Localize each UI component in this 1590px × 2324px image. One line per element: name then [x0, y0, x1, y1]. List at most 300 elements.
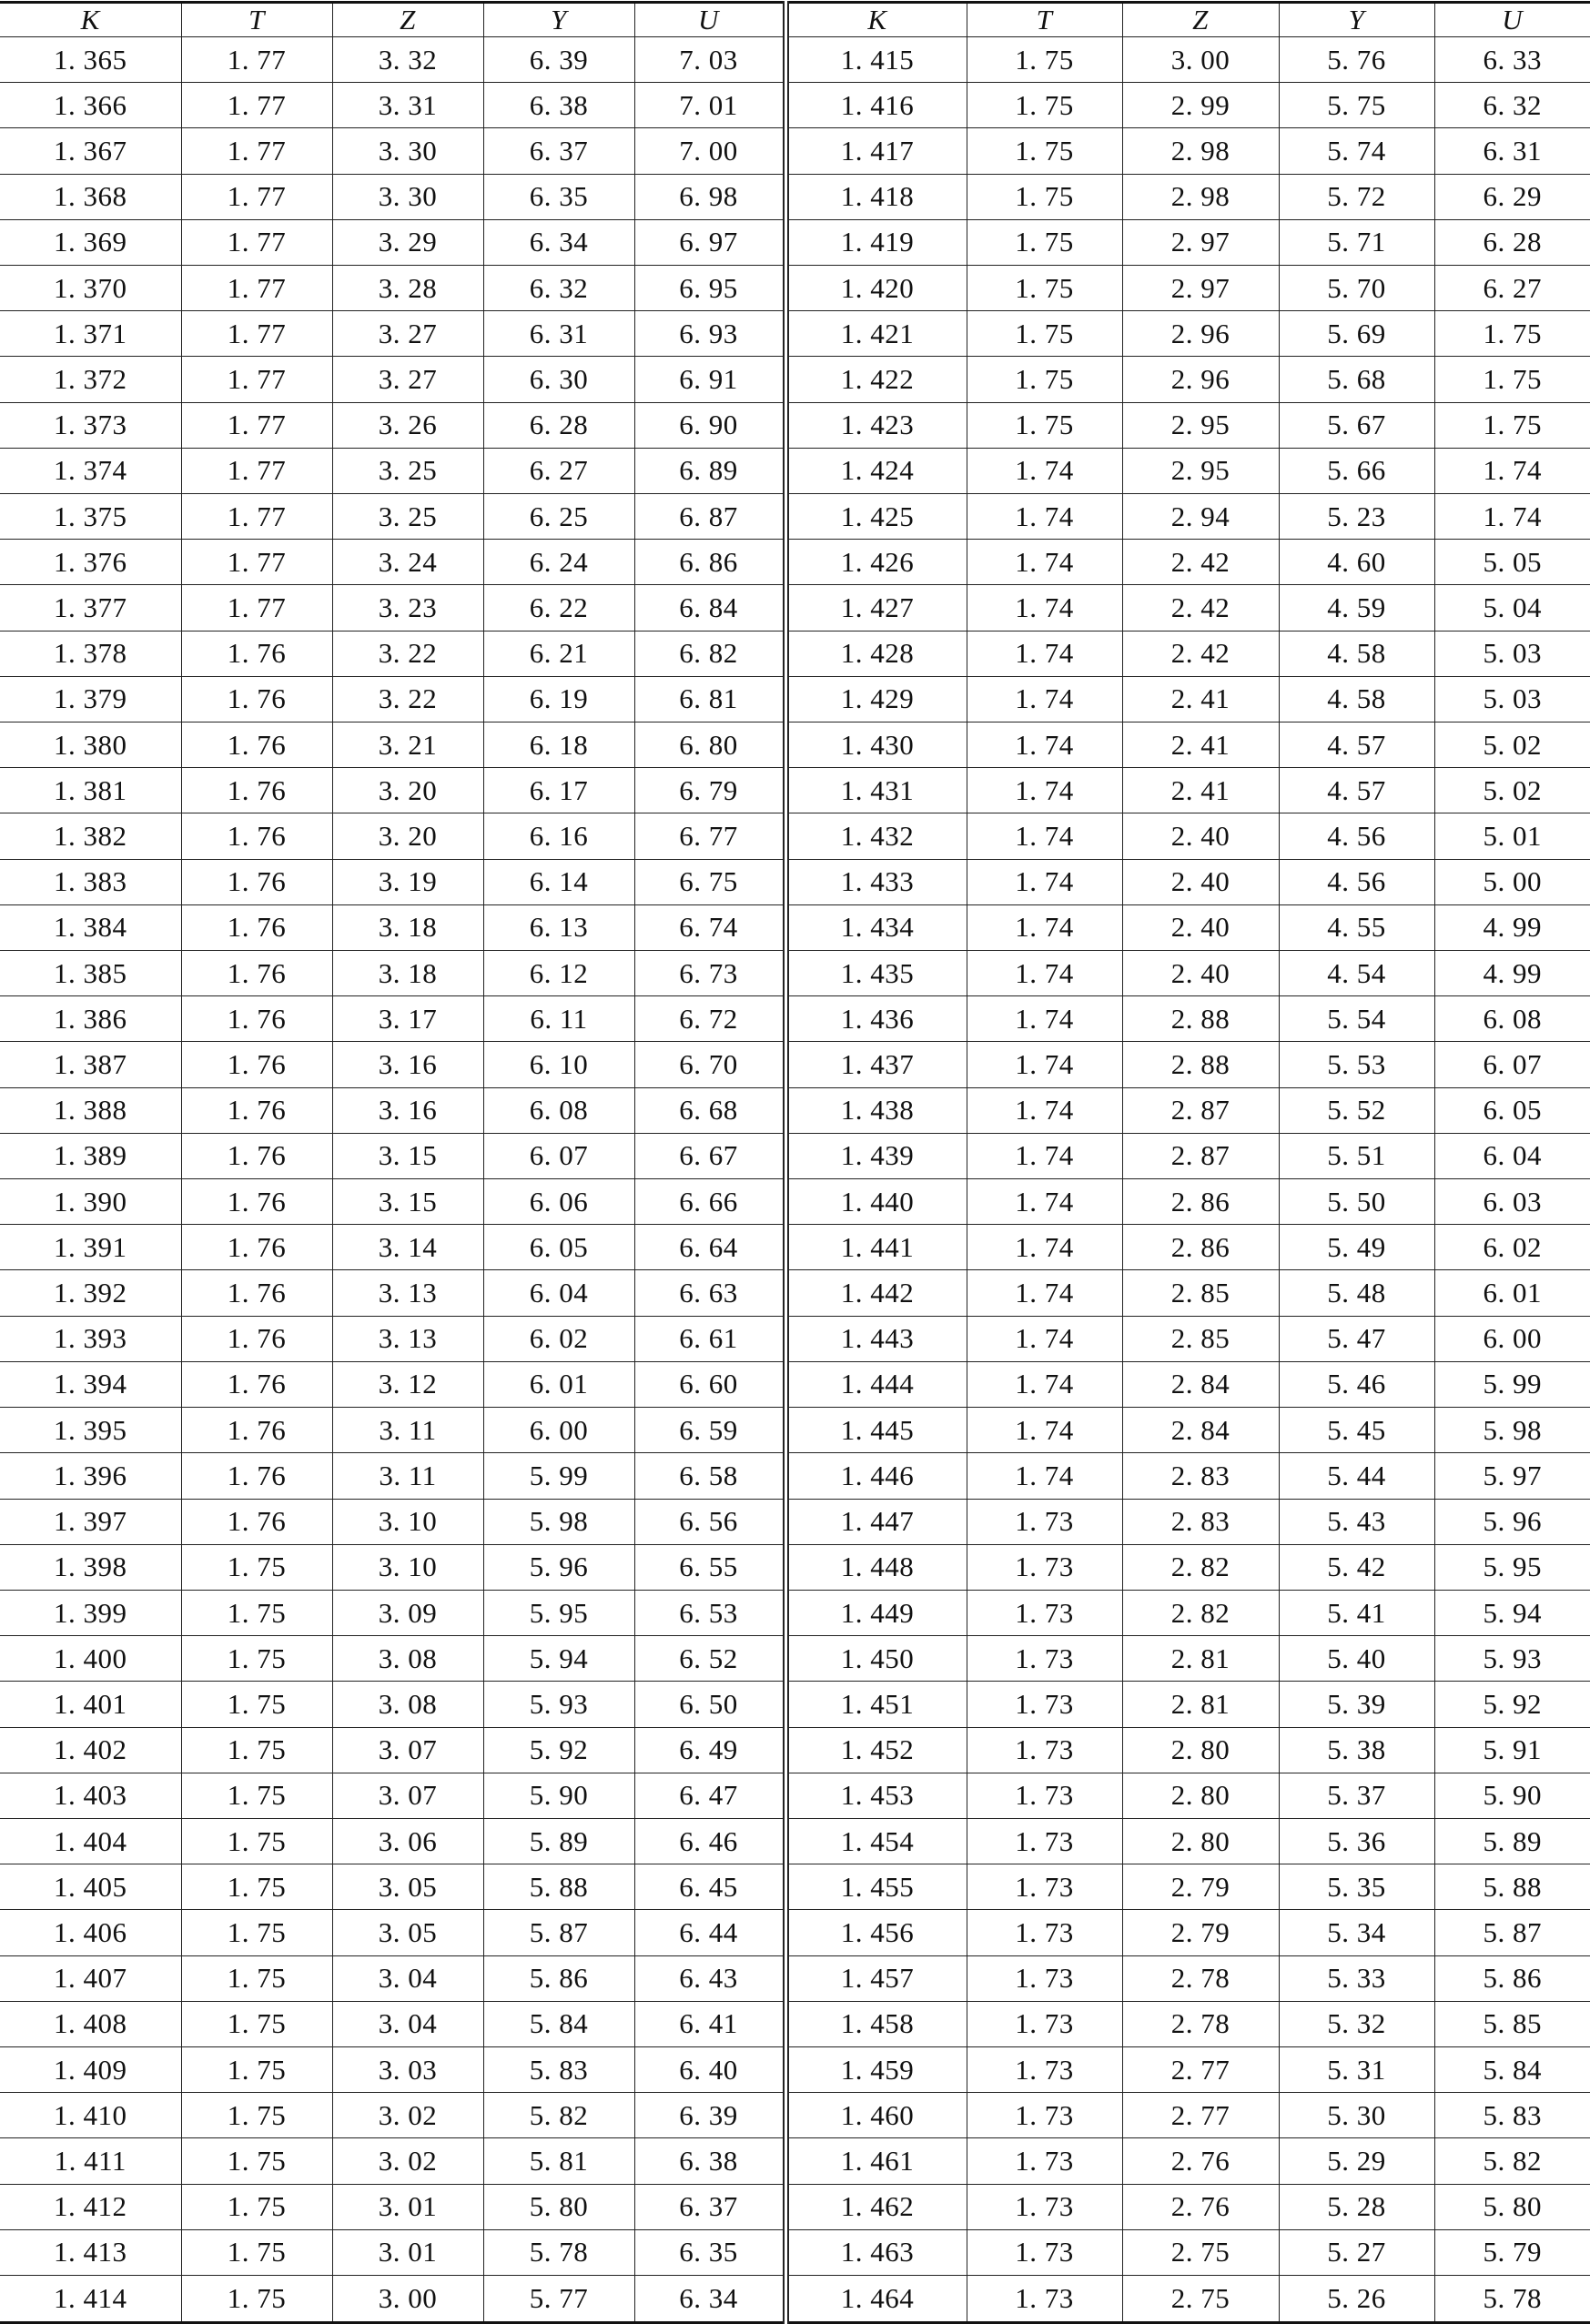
cell-t-left: 1. 75 — [181, 1910, 332, 1955]
cell-z-right: 2. 75 — [1122, 2229, 1279, 2275]
cell-y-right: 4. 60 — [1279, 540, 1434, 585]
cell-y-left: 6. 37 — [483, 128, 634, 174]
cell-y-left: 6. 21 — [483, 631, 634, 676]
cell-u-left: 6. 44 — [634, 1910, 785, 1955]
cell-z-right: 2. 80 — [1122, 1818, 1279, 1864]
cell-u-left: 6. 50 — [634, 1682, 785, 1727]
cell-y-left: 5. 77 — [483, 2275, 634, 2322]
cell-y-left: 5. 89 — [483, 1818, 634, 1864]
cell-y-right: 5. 76 — [1279, 37, 1434, 83]
cell-y-left: 5. 83 — [483, 2046, 634, 2092]
cell-y-right: 5. 32 — [1279, 2001, 1434, 2046]
cell-z-right: 2. 84 — [1122, 1361, 1279, 1407]
cell-u-right: 6. 01 — [1434, 1270, 1590, 1316]
cell-k-left: 1. 370 — [0, 266, 181, 311]
cell-y-left: 5. 98 — [483, 1499, 634, 1544]
cell-k-left: 1. 368 — [0, 174, 181, 219]
cell-y-left: 6. 10 — [483, 1042, 634, 1087]
cell-u-left: 6. 82 — [634, 631, 785, 676]
cell-t-left: 1. 77 — [181, 448, 332, 493]
cell-u-left: 6. 93 — [634, 311, 785, 357]
table-row — [0, 722, 1590, 768]
cell-u-right: 5. 88 — [1434, 1864, 1590, 1910]
cell-u-right: 5. 92 — [1434, 1682, 1590, 1727]
cell-k-right: 1. 449 — [785, 1590, 967, 1635]
cell-k-right: 1. 458 — [785, 2001, 967, 2046]
cell-y-right: 5. 71 — [1279, 219, 1434, 265]
cell-u-right: 1. 74 — [1434, 494, 1590, 540]
cell-y-left: 6. 00 — [483, 1408, 634, 1453]
cell-z-left: 3. 16 — [332, 1042, 483, 1087]
cell-t-left: 1. 77 — [181, 357, 332, 402]
cell-k-right: 1. 434 — [785, 904, 967, 950]
cell-y-left: 6. 22 — [483, 585, 634, 631]
cell-z-right: 2. 77 — [1122, 2093, 1279, 2138]
cell-z-right: 2. 42 — [1122, 585, 1279, 631]
table-row — [0, 631, 1590, 676]
cell-t-left: 1. 76 — [181, 1361, 332, 1407]
cell-t-right: 1. 74 — [967, 1361, 1122, 1407]
cell-k-left: 1. 399 — [0, 1590, 181, 1635]
cell-k-left: 1. 409 — [0, 2046, 181, 2092]
cell-z-left: 3. 16 — [332, 1087, 483, 1133]
cell-k-left: 1. 378 — [0, 631, 181, 676]
cell-y-left: 6. 01 — [483, 1361, 634, 1407]
cell-y-left: 5. 78 — [483, 2229, 634, 2275]
cell-u-left: 6. 61 — [634, 1316, 785, 1361]
cell-t-right: 1. 74 — [967, 813, 1122, 859]
cell-z-left: 3. 20 — [332, 768, 483, 813]
cell-u-right: 1. 75 — [1434, 357, 1590, 402]
cell-z-left: 3. 27 — [332, 357, 483, 402]
cell-y-left: 5. 95 — [483, 1590, 634, 1635]
cell-z-left: 3. 15 — [332, 1133, 483, 1178]
cell-t-left: 1. 75 — [181, 1727, 332, 1773]
table-row — [0, 676, 1590, 722]
cell-k-left: 1. 408 — [0, 2001, 181, 2046]
cell-t-right: 1. 75 — [967, 128, 1122, 174]
cell-k-right: 1. 427 — [785, 585, 967, 631]
cell-u-right: 5. 84 — [1434, 2046, 1590, 2092]
cell-u-left: 6. 86 — [634, 540, 785, 585]
cell-k-right: 1. 416 — [785, 83, 967, 128]
table-row — [0, 904, 1590, 950]
cell-k-right: 1. 431 — [785, 768, 967, 813]
cell-k-right: 1. 430 — [785, 722, 967, 768]
cell-t-left: 1. 77 — [181, 311, 332, 357]
cell-k-left: 1. 376 — [0, 540, 181, 585]
cell-y-left: 6. 06 — [483, 1179, 634, 1225]
cell-y-right: 5. 45 — [1279, 1408, 1434, 1453]
cell-u-right: 5. 87 — [1434, 1910, 1590, 1955]
cell-z-right: 2. 79 — [1122, 1864, 1279, 1910]
cell-z-right: 2. 41 — [1122, 676, 1279, 722]
cell-u-right: 6. 08 — [1434, 996, 1590, 1042]
cell-u-right: 6. 29 — [1434, 174, 1590, 219]
cell-k-right: 1. 441 — [785, 1225, 967, 1270]
cell-y-left: 5. 84 — [483, 2001, 634, 2046]
cell-u-right: 5. 86 — [1434, 1955, 1590, 2001]
header-y-left: Y — [483, 3, 634, 37]
cell-u-right: 5. 98 — [1434, 1408, 1590, 1453]
cell-t-right: 1. 73 — [967, 2184, 1122, 2229]
cell-k-left: 1. 404 — [0, 1818, 181, 1864]
cell-t-right: 1. 75 — [967, 266, 1122, 311]
cell-u-right: 6. 31 — [1434, 128, 1590, 174]
cell-z-left: 3. 23 — [332, 585, 483, 631]
cell-z-left: 3. 26 — [332, 402, 483, 448]
cell-u-left: 6. 97 — [634, 219, 785, 265]
cell-u-left: 6. 43 — [634, 1955, 785, 2001]
cell-z-right: 2. 96 — [1122, 357, 1279, 402]
cell-t-left: 1. 75 — [181, 1818, 332, 1864]
table-row — [0, 2093, 1590, 2138]
cell-z-right: 2. 75 — [1122, 2275, 1279, 2322]
cell-z-left: 3. 25 — [332, 494, 483, 540]
header-y-right: Y — [1279, 3, 1434, 37]
cell-t-right: 1. 74 — [967, 1133, 1122, 1178]
cell-y-left: 6. 02 — [483, 1316, 634, 1361]
cell-z-left: 3. 03 — [332, 2046, 483, 2092]
cell-y-right: 4. 57 — [1279, 722, 1434, 768]
cell-k-right: 1. 457 — [785, 1955, 967, 2001]
cell-k-left: 1. 367 — [0, 128, 181, 174]
cell-u-left: 6. 73 — [634, 951, 785, 996]
cell-t-right: 1. 75 — [967, 402, 1122, 448]
table-row — [0, 1727, 1590, 1773]
cell-u-right: 5. 89 — [1434, 1818, 1590, 1864]
cell-z-right: 2. 94 — [1122, 494, 1279, 540]
cell-z-right: 2. 42 — [1122, 540, 1279, 585]
cell-y-right: 5. 33 — [1279, 1955, 1434, 2001]
cell-u-left: 6. 75 — [634, 859, 785, 904]
cell-t-left: 1. 77 — [181, 219, 332, 265]
cell-t-right: 1. 75 — [967, 37, 1122, 83]
cell-t-left: 1. 75 — [181, 1590, 332, 1635]
table-body — [0, 37, 1590, 2323]
cell-u-left: 6. 84 — [634, 585, 785, 631]
cell-z-right: 2. 99 — [1122, 83, 1279, 128]
cell-u-right: 5. 03 — [1434, 631, 1590, 676]
cell-t-left: 1. 76 — [181, 1316, 332, 1361]
cell-u-left: 6. 79 — [634, 768, 785, 813]
cell-u-left: 6. 34 — [634, 2275, 785, 2322]
cell-y-left: 5. 80 — [483, 2184, 634, 2229]
cell-y-right: 5. 53 — [1279, 1042, 1434, 1087]
cell-t-left: 1. 76 — [181, 1042, 332, 1087]
cell-k-left: 1. 412 — [0, 2184, 181, 2229]
cell-t-left: 1. 75 — [181, 2229, 332, 2275]
cell-t-right: 1. 74 — [967, 951, 1122, 996]
cell-y-left: 6. 28 — [483, 402, 634, 448]
cell-k-right: 1. 433 — [785, 859, 967, 904]
cell-k-right: 1. 450 — [785, 1636, 967, 1682]
cell-t-left: 1. 76 — [181, 859, 332, 904]
cell-y-right: 4. 58 — [1279, 631, 1434, 676]
cell-z-left: 3. 24 — [332, 540, 483, 585]
cell-t-right: 1. 74 — [967, 1408, 1122, 1453]
cell-t-left: 1. 76 — [181, 1453, 332, 1499]
cell-u-left: 6. 37 — [634, 2184, 785, 2229]
cell-t-right: 1. 74 — [967, 1042, 1122, 1087]
cell-u-right: 5. 03 — [1434, 676, 1590, 722]
cell-k-left: 1. 374 — [0, 448, 181, 493]
cell-z-right: 2. 76 — [1122, 2138, 1279, 2184]
cell-z-left: 3. 04 — [332, 1955, 483, 2001]
cell-z-left: 3. 02 — [332, 2138, 483, 2184]
cell-y-right: 5. 29 — [1279, 2138, 1434, 2184]
cell-t-left: 1. 75 — [181, 1682, 332, 1727]
cell-u-right: 5. 02 — [1434, 768, 1590, 813]
cell-u-left: 6. 41 — [634, 2001, 785, 2046]
cell-u-left: 6. 52 — [634, 1636, 785, 1682]
cell-k-left: 1. 377 — [0, 585, 181, 631]
cell-k-left: 1. 384 — [0, 904, 181, 950]
cell-u-left: 6. 90 — [634, 402, 785, 448]
cell-y-left: 6. 08 — [483, 1087, 634, 1133]
cell-k-left: 1. 405 — [0, 1864, 181, 1910]
cell-u-left: 6. 39 — [634, 2093, 785, 2138]
cell-t-right: 1. 74 — [967, 1453, 1122, 1499]
cell-k-right: 1. 448 — [785, 1544, 967, 1590]
cell-t-right: 1. 75 — [967, 357, 1122, 402]
cell-t-left: 1. 76 — [181, 722, 332, 768]
cell-y-left: 6. 05 — [483, 1225, 634, 1270]
table-row — [0, 1133, 1590, 1178]
cell-y-right: 5. 28 — [1279, 2184, 1434, 2229]
cell-k-right: 1. 420 — [785, 266, 967, 311]
cell-t-right: 1. 74 — [967, 768, 1122, 813]
cell-k-right: 1. 442 — [785, 1270, 967, 1316]
cell-k-left: 1. 406 — [0, 1910, 181, 1955]
cell-k-right: 1. 426 — [785, 540, 967, 585]
cell-u-left: 6. 47 — [634, 1773, 785, 1818]
cell-k-right: 1. 436 — [785, 996, 967, 1042]
cell-u-right: 6. 32 — [1434, 83, 1590, 128]
cell-t-right: 1. 73 — [967, 2229, 1122, 2275]
cell-k-left: 1. 371 — [0, 311, 181, 357]
cell-z-right: 2. 82 — [1122, 1590, 1279, 1635]
cell-k-left: 1. 400 — [0, 1636, 181, 1682]
cell-z-left: 3. 02 — [332, 2093, 483, 2138]
cell-z-left: 3. 22 — [332, 676, 483, 722]
table-row — [0, 768, 1590, 813]
cell-k-left: 1. 398 — [0, 1544, 181, 1590]
cell-k-right: 1. 455 — [785, 1864, 967, 1910]
cell-y-left: 5. 86 — [483, 1955, 634, 2001]
cell-y-left: 6. 24 — [483, 540, 634, 585]
cell-y-left: 5. 81 — [483, 2138, 634, 2184]
cell-k-left: 1. 395 — [0, 1408, 181, 1453]
cell-u-left: 6. 72 — [634, 996, 785, 1042]
table-row — [0, 37, 1590, 83]
cell-u-right: 5. 01 — [1434, 813, 1590, 859]
cell-k-left: 1. 393 — [0, 1316, 181, 1361]
cell-z-right: 2. 40 — [1122, 859, 1279, 904]
table-row — [0, 2184, 1590, 2229]
cell-t-left: 1. 75 — [181, 2184, 332, 2229]
cell-y-left: 6. 17 — [483, 768, 634, 813]
cell-u-right: 6. 33 — [1434, 37, 1590, 83]
table-row — [0, 996, 1590, 1042]
cell-k-right: 1. 440 — [785, 1179, 967, 1225]
cell-z-right: 2. 88 — [1122, 1042, 1279, 1087]
cell-y-right: 4. 56 — [1279, 859, 1434, 904]
cell-z-right: 2. 87 — [1122, 1133, 1279, 1178]
header-z-left: Z — [332, 3, 483, 37]
cell-t-right: 1. 75 — [967, 311, 1122, 357]
table-row — [0, 1179, 1590, 1225]
cell-u-right: 5. 78 — [1434, 2275, 1590, 2322]
cell-y-left: 5. 87 — [483, 1910, 634, 1955]
header-row — [0, 3, 1590, 37]
cell-t-left: 1. 75 — [181, 2138, 332, 2184]
table-row — [0, 2001, 1590, 2046]
cell-u-right: 5. 00 — [1434, 859, 1590, 904]
table-row — [0, 585, 1590, 631]
cell-t-right: 1. 73 — [967, 2138, 1122, 2184]
table-row — [0, 813, 1590, 859]
cell-u-right: 1. 74 — [1434, 448, 1590, 493]
cell-z-left: 3. 28 — [332, 266, 483, 311]
cell-y-left: 6. 11 — [483, 996, 634, 1042]
cell-z-right: 2. 78 — [1122, 2001, 1279, 2046]
cell-z-right: 2. 86 — [1122, 1179, 1279, 1225]
cell-z-left: 3. 30 — [332, 174, 483, 219]
table-row — [0, 128, 1590, 174]
cell-z-left: 3. 05 — [332, 1864, 483, 1910]
cell-z-left: 3. 27 — [332, 311, 483, 357]
cell-u-left: 7. 00 — [634, 128, 785, 174]
cell-y-left: 5. 96 — [483, 1544, 634, 1590]
cell-k-left: 1. 414 — [0, 2275, 181, 2322]
cell-z-left: 3. 32 — [332, 37, 483, 83]
cell-t-left: 1. 76 — [181, 951, 332, 996]
cell-k-right: 1. 437 — [785, 1042, 967, 1087]
cell-t-right: 1. 73 — [967, 1955, 1122, 2001]
cell-t-left: 1. 76 — [181, 1179, 332, 1225]
cell-k-left: 1. 385 — [0, 951, 181, 996]
cell-t-right: 1. 73 — [967, 1727, 1122, 1773]
cell-t-left: 1. 76 — [181, 676, 332, 722]
cell-z-left: 3. 08 — [332, 1682, 483, 1727]
cell-z-right: 2. 76 — [1122, 2184, 1279, 2229]
cell-k-right: 1. 446 — [785, 1453, 967, 1499]
cell-u-right: 6. 04 — [1434, 1133, 1590, 1178]
cell-u-left: 6. 80 — [634, 722, 785, 768]
table-row — [0, 1636, 1590, 1682]
cell-t-left: 1. 77 — [181, 128, 332, 174]
cell-z-left: 3. 07 — [332, 1727, 483, 1773]
cell-t-left: 1. 77 — [181, 540, 332, 585]
cell-k-right: 1. 429 — [785, 676, 967, 722]
cell-u-right: 5. 97 — [1434, 1453, 1590, 1499]
cell-y-left: 6. 19 — [483, 676, 634, 722]
cell-y-right: 5. 40 — [1279, 1636, 1434, 1682]
cell-z-left: 3. 13 — [332, 1270, 483, 1316]
cell-u-right: 5. 90 — [1434, 1773, 1590, 1818]
cell-u-right: 5. 91 — [1434, 1727, 1590, 1773]
cell-y-left: 6. 16 — [483, 813, 634, 859]
cell-z-right: 2. 81 — [1122, 1682, 1279, 1727]
cell-z-right: 3. 00 — [1122, 37, 1279, 83]
cell-t-right: 1. 74 — [967, 540, 1122, 585]
cell-z-left: 3. 01 — [332, 2229, 483, 2275]
cell-z-right: 2. 84 — [1122, 1408, 1279, 1453]
cell-t-right: 1. 74 — [967, 494, 1122, 540]
cell-k-left: 1. 366 — [0, 83, 181, 128]
cell-k-right: 1. 425 — [785, 494, 967, 540]
cell-z-left: 3. 31 — [332, 83, 483, 128]
cell-t-left: 1. 77 — [181, 83, 332, 128]
cell-y-left: 5. 82 — [483, 2093, 634, 2138]
cell-u-left: 6. 74 — [634, 904, 785, 950]
table-row — [0, 1590, 1590, 1635]
cell-z-right: 2. 80 — [1122, 1727, 1279, 1773]
cell-k-right: 1. 464 — [785, 2275, 967, 2322]
cell-y-left: 6. 31 — [483, 311, 634, 357]
table-row — [0, 1818, 1590, 1864]
cell-t-right: 1. 74 — [967, 585, 1122, 631]
cell-u-right: 6. 03 — [1434, 1179, 1590, 1225]
cell-y-right: 5. 49 — [1279, 1225, 1434, 1270]
cell-t-right: 1. 73 — [967, 1590, 1122, 1635]
cell-t-right: 1. 74 — [967, 722, 1122, 768]
table-row — [0, 494, 1590, 540]
cell-y-right: 5. 46 — [1279, 1361, 1434, 1407]
table-row — [0, 1773, 1590, 1818]
cell-y-left: 6. 35 — [483, 174, 634, 219]
cell-z-left: 3. 09 — [332, 1590, 483, 1635]
cell-y-right: 5. 48 — [1279, 1270, 1434, 1316]
cell-t-left: 1. 77 — [181, 266, 332, 311]
table-row — [0, 1361, 1590, 1407]
cell-z-left: 3. 14 — [332, 1225, 483, 1270]
cell-z-right: 2. 96 — [1122, 311, 1279, 357]
cell-z-left: 3. 25 — [332, 448, 483, 493]
cell-y-left: 6. 27 — [483, 448, 634, 493]
cell-t-left: 1. 76 — [181, 631, 332, 676]
cell-t-left: 1. 76 — [181, 813, 332, 859]
cell-y-left: 5. 88 — [483, 1864, 634, 1910]
cell-k-right: 1. 454 — [785, 1818, 967, 1864]
cell-u-right: 6. 02 — [1434, 1225, 1590, 1270]
cell-u-left: 6. 38 — [634, 2138, 785, 2184]
table-row — [0, 1544, 1590, 1590]
cell-k-left: 1. 379 — [0, 676, 181, 722]
table-row — [0, 2138, 1590, 2184]
cell-t-left: 1. 75 — [181, 1544, 332, 1590]
cell-u-right: 5. 02 — [1434, 722, 1590, 768]
table-row — [0, 1499, 1590, 1544]
cell-k-right: 1. 438 — [785, 1087, 967, 1133]
cell-u-right: 5. 96 — [1434, 1499, 1590, 1544]
cell-y-right: 4. 55 — [1279, 904, 1434, 950]
cell-u-left: 6. 95 — [634, 266, 785, 311]
cell-y-right: 5. 52 — [1279, 1087, 1434, 1133]
cell-t-right: 1. 74 — [967, 1225, 1122, 1270]
cell-t-right: 1. 73 — [967, 1773, 1122, 1818]
cell-t-right: 1. 74 — [967, 996, 1122, 1042]
cell-t-right: 1. 74 — [967, 1316, 1122, 1361]
cell-y-left: 6. 38 — [483, 83, 634, 128]
cell-z-right: 2. 40 — [1122, 904, 1279, 950]
cell-u-right: 5. 05 — [1434, 540, 1590, 585]
cell-z-right: 2. 87 — [1122, 1087, 1279, 1133]
cell-y-left: 6. 34 — [483, 219, 634, 265]
cell-y-right: 5. 39 — [1279, 1682, 1434, 1727]
table-row — [0, 951, 1590, 996]
